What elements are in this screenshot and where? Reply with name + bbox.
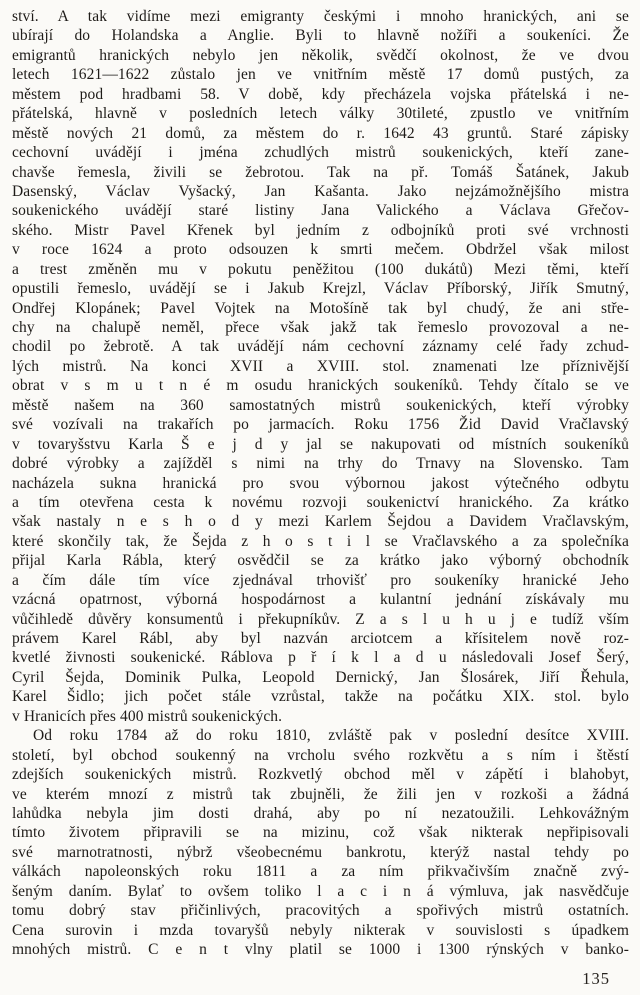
text-line: mnohých mistrů. C e n t vlny platil se 1000 i 1300 rýnských v banko- — [12, 941, 629, 958]
text-line: tomu dobrý stav přičinlivých, pracovitých a spořivých mistrů ostatních. — [12, 902, 629, 920]
text-line: ství. A tak vidíme mezi emigranty českými i mnoho hranických, ani se — [12, 8, 629, 25]
text-line: dobré výrobky a zajížděl s nimi na trhy do Trnavy na Slovensko. Tam — [12, 455, 629, 473]
text-line: však nastaly n e s h o d y mezi Karlem Šejdou a Davidem Vračlavským, — [12, 513, 629, 531]
text-line: zdejších soukenických mistrů. Rozkvetlý obchod měl v zápětí i blahobyt, — [12, 766, 629, 784]
text-line: Dasenský, Václav Vyšacký, Jan Kašanta. Jako nejzámožnějšího mistra — [12, 182, 629, 200]
text-line: století, byl obchod soukenný na vrcholu svého rozkvětu a s ním i štěstí — [12, 746, 629, 764]
text-line: Cyril Šejda, Dominik Pulka, Leopold Dernický, Jan Šlosárek, Jiří Řehula, — [12, 668, 629, 686]
text-line: letech 1621—1622 zůstalo jen ve vnitřním městě 17 domů pustých, za — [12, 66, 629, 84]
text-line: vzácná opatrnost, výborná hospodárnost a kulantní jednání získávaly mu — [12, 591, 629, 609]
text-line: právem Karel Rábl, aby byl nazván arciotcem a křísitelem nově roz- — [12, 630, 629, 647]
text-line: kvetlé živnosti soukenické. Ráblova p ř í k l a d u následovali Josef Šerý, — [12, 649, 629, 667]
text-line: Ondřej Klopánek; Pavel Vojtek na Motošíně tak byl chudý, že ani stře- — [12, 299, 629, 317]
text-line: městě našem na 360 samostatných mistrů soukenických, kteří výrobky — [12, 396, 629, 414]
text-line: šeným daním. Bylať to ovšem toliko l a c i n á výmluva, jak nasvědčuje — [12, 882, 629, 900]
text-line: opustili řemeslo, uvádějí se i Jakub Krejzl, Václav Příborský, Jiřík Smutný, — [12, 280, 629, 298]
text-line: městem pod hradbami 58. V době, kdy přecházela vojska přátelská i ne- — [12, 85, 629, 103]
text-line: nacházela sukna hranická pro svou výbornou jakost výtečného odbytu — [12, 474, 629, 492]
text-line: a tím otevřena cesta k novému rozvoji soukenictví hranického. Za krátko — [12, 493, 629, 511]
text-line: a čím dále tím více zjednával trhovišť pro soukeníky hranické Jeho — [12, 571, 629, 589]
text-line: ského. Mistr Pavel Křenek byl jedním z odbojníků proti své vrchnosti — [12, 221, 629, 239]
text-line: tímto životem připravili se na mizinu, což však nikterak nepřipisovali — [12, 824, 629, 842]
text-line: chodil po žebrotě. A tak uvádějí nám cechovní záznamy celé řady zchud- — [12, 338, 629, 356]
text-line: v Hranicích přes 400 mistrů soukenických. — [12, 707, 283, 725]
text-line: ve kterém mnozí z mistrů tak zbujněli, že žili jen v rozkoši a žádná — [12, 785, 629, 803]
text-line: přijal Karla Rábla, který osvědčil se za krátko jako výborný obchodník — [12, 552, 629, 570]
text-line: v roce 1624 a proto odsouzen k smrti mečem. Obdržel však milost — [12, 241, 629, 259]
text-line: lých mistrů. Na konci XVII a XVIII. stol. znamenati lze příznivější — [12, 357, 629, 375]
text-line: v tovaryšstvu Karla Š e j d y jal se nakupovati od místních soukeníků — [12, 435, 629, 453]
body-text — [12, 7, 629, 959]
text-line: Od roku 1784 až do roku 1810, zvláště pak v poslední desítce XVIII. — [33, 727, 629, 745]
text-line: chy na chalupě neměl, přece však jakž tak řemeslo provozoval a ne- — [12, 319, 629, 336]
text-line: přátelská, hlavně v posledních letech války 30tileté, zpustlo ve vnitřním — [12, 105, 629, 123]
page-number: 135 — [582, 969, 610, 988]
text-line: Cena surovin i mzda tovaryšů nebyly nikterak v souvislosti s úpadkem — [12, 921, 629, 939]
text-line: emigrantů hranických nebylo jen několik, svědčí okolnost, že ve dvou — [12, 46, 629, 64]
text-line: Karel Šidlo; jich počet stále vzrůstal, takže na počátku XIX. stol. bylo — [12, 688, 629, 706]
text-line: válkách napoleonských roku 1811 a za ním přikvačivším značně zvý- — [12, 863, 629, 881]
text-line: cechovní uvádějí i jména zchudlých mistrů soukenických, kteří zane- — [12, 144, 629, 162]
text-line: a trest změněn mu v pokutu peněžitou (100 dukátů) Mezi těmi, kteří — [12, 260, 629, 278]
text-line: své vozívali na trakařích po jarmacích. Roku 1756 Žid David Vračlavský — [12, 416, 629, 434]
text-line: soukenického uvádějí staré listiny Jana Valického a Václava Gřečov- — [12, 202, 629, 220]
text-line: obrat v s m u t n é m osudu hranických soukeníků. Tehdy čítalo se ve — [12, 377, 629, 395]
text-line: městě nových 21 domů, za městem do r. 1642 43 gruntů. Staré zápisky — [12, 124, 629, 142]
text-line: chavše řemesla, živili se žebrotou. Tak na př. Tomáš Šatánek, Jakub — [12, 163, 629, 181]
text-line: své marnotratnosti, nýbrž všeobecnému bankrotu, kterýž nastal tehdy po — [12, 843, 629, 861]
text-line: vůčihledě důvěry konsumentů i překupníkův. Z a s l u h u j e tudíž vším — [12, 610, 629, 628]
text-line: které skončily tak, že Šejda z h o s t i l se Vračlavského a za společníka — [12, 532, 629, 550]
text-line: ubírají do Holandska a Anglie. Byli to hlavně nožíři a soukeníci. Že — [12, 27, 629, 45]
text-line: lahůdka nebyla jim dosti drahá, aby po ní nezatoužili. Lehkovážným — [12, 804, 629, 822]
